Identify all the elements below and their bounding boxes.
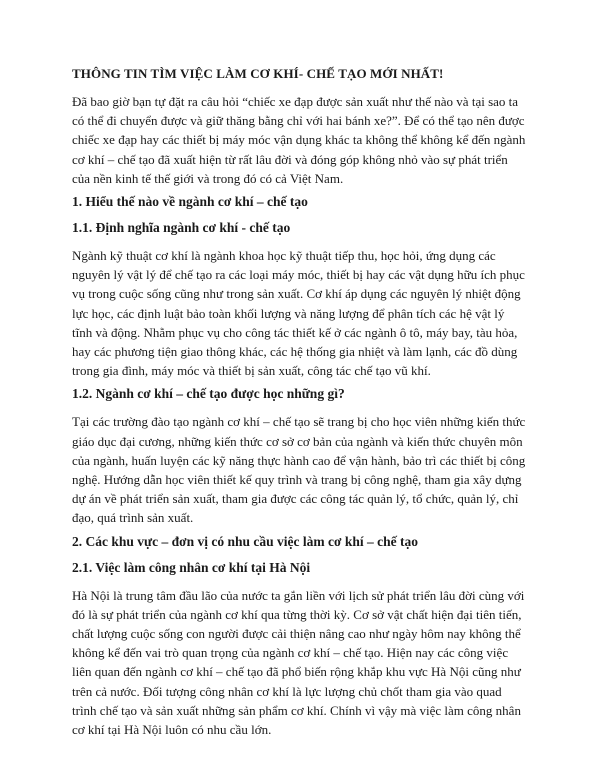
subsection-1-2-heading: 1.2. Ngành cơ khí – chế tạo được học những gì?: [72, 386, 345, 402]
subsection-2-1-heading: 2.1. Việc làm công nhân cơ khí tại Hà Nội: [72, 559, 311, 575]
subsection-2-1-body: Hà Nội là trung tâm đầu lão của nước ta gắn liền với lịch sử phát triển lâu đời cùng với đó là sự phát triển của ngành cơ khí qua từng thời kỳ. Cơ sở vật chất hiện đại tiên tiến, chất lượng cuộc sống con người được cải thiện nâng cao như ngày hôm nay không thể không kể đến vai trò quan trọng của ngành cơ khí – chế tạo. Hiện nay các công việc liên quan đến ngành cơ khí – chế tạo đã phổ biến rộng khắp khu vực Hà Nội cũng như trên cả nước. Đối tượng công nhân cơ khí là lực lượng chủ chốt tham gia vào quad trình chế tạo và sản xuất những sản phẩm cơ khí. Chính vì vậy mà việc làm công nhân cơ khí tại Hà Nội luôn có nhu cầu lớn.: [72, 587, 525, 738]
document-title: THÔNG TIN TÌM VIỆC LÀM CƠ KHÍ- CHẾ TẠO MỚI NHẤT!: [72, 66, 444, 81]
subsection-1-1-heading: 1.1. Định nghĩa ngành cơ khí - chế tạo: [72, 220, 291, 236]
subsection-1-1-body: Ngành kỹ thuật cơ khí là ngành khoa học kỹ thuật tiếp thu, học hỏi, ứng dụng các nguyên lý vật lý để chế tạo ra các loại máy móc, thiết bị hay các vật dụng hữu ích phục vụ trong cuộc sống cũng như trong sản xuất. Cơ khí áp dụng các nguyên lý nhiệt động lực học, các định luật bảo toàn khối lượng và năng lượng để phân tích các hệ vật lý tĩnh và động. Nhằm phục vụ cho công tác thiết kế ở các ngành ô tô, máy bay, tàu hỏa, hay các phương tiện giao thông khác, các hệ thống gia nhiệt và làm lạnh, các đồ dùng trong gia đình, máy móc và thiết bị sản xuất, công tác chế tạo vũ khí.: [72, 248, 525, 379]
subsection-1-2-body: Tại các trường đào tạo ngành cơ khí – chế tạo sẽ trang bị cho học viên những kiến thức giáo dục đại cương, những kiến thức cơ sở cơ bản của ngành và kiến thức chuyên môn của ngành, huấn luyện các kỹ năng thực hành cao để vận hành, bảo trì các thiết bị công nghệ. Hướng dẫn học viên thiết kế quy trình và trang bị công nghệ, tham gia xây dựng dự án về phát triển sản xuất, tham gia được các công tác quản lý, tổ chức, quản lý, chỉ đạo, quá trình sản xuất.: [72, 414, 526, 526]
intro-paragraph: Đã bao giờ bạn tự đặt ra câu hỏi “chiếc xe đạp được sản xuất như thế nào và tại sao ta có thể đi chuyển được và giữ thăng bằng chỉ với hai bánh xe?”. Để có thể tạo nên được chiếc xe đạp hay các thiết bị máy móc vận dụng khác ta không thể không kể đến ngành cơ khí – chế tạo đã xuất hiện từ rất lâu đời và đóng góp không nhỏ vào sự phát triển của nền kinh tế thế giới và trong đó có cả Việt Nam.: [72, 94, 526, 186]
section-2-heading: 2. Các khu vực – đơn vị có nhu cầu việc làm cơ khí – chế tạo: [72, 533, 418, 549]
section-1-heading: 1. Hiểu thế nào về ngành cơ khí – chế tạo: [72, 194, 308, 210]
